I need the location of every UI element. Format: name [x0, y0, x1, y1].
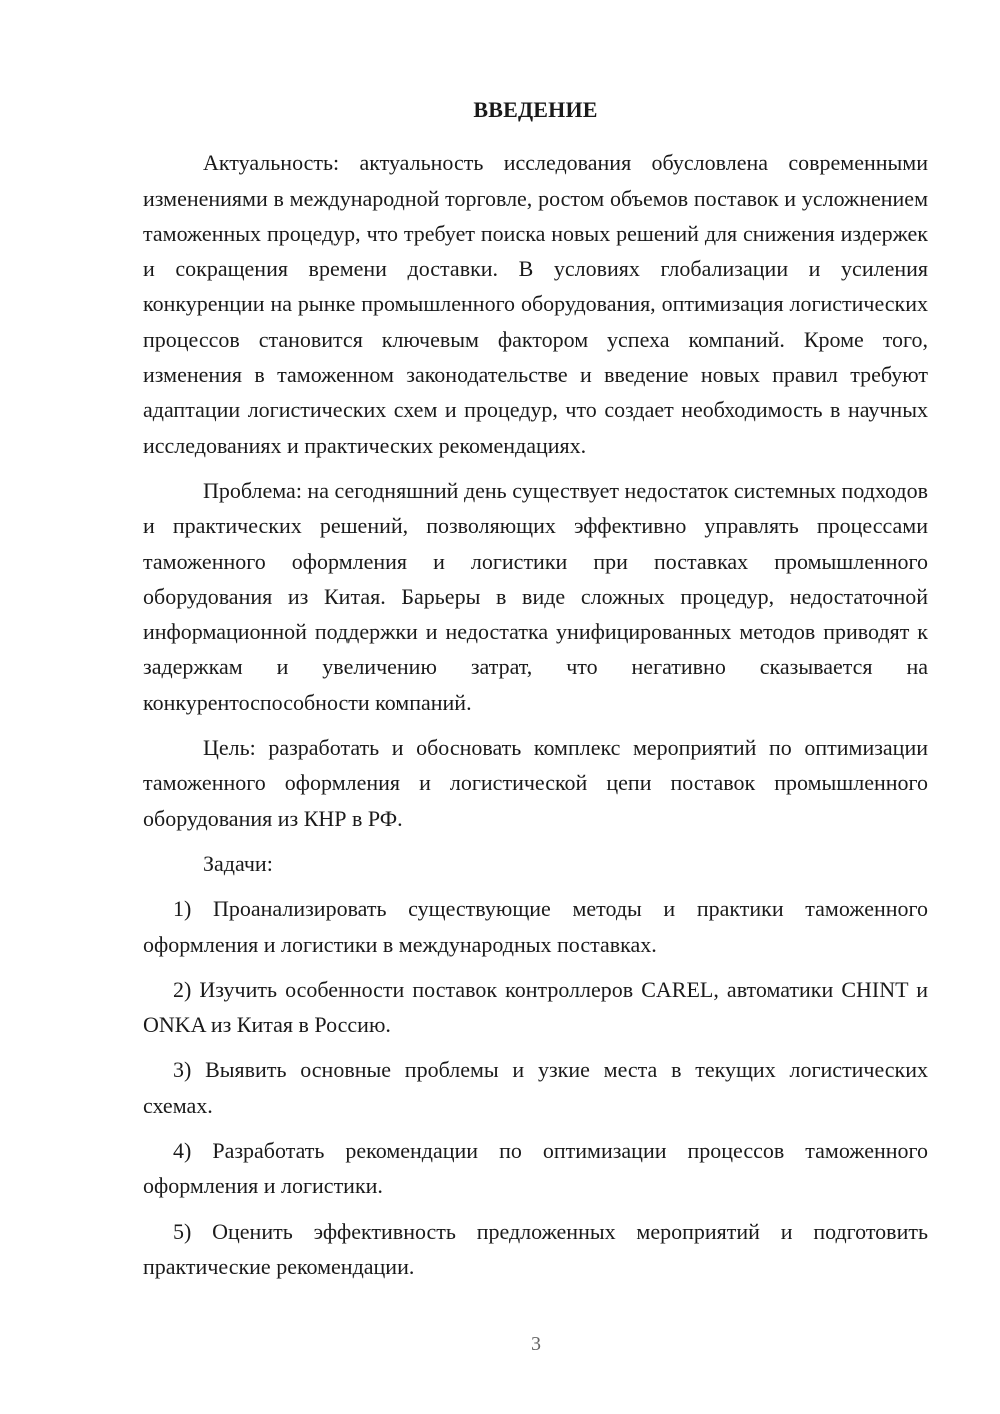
goal-paragraph: Цель: разработать и обосновать комплекс мероприятий по оптимизации таможенного оформления и логистической цепи поставок промышленного оборудования из КНР в РФ.: [143, 735, 928, 831]
tasks-label: Задачи:: [203, 850, 273, 876]
task-item: 4) Разработать рекомендации по оптимизации процессов таможенного оформления и логистики.: [143, 1138, 928, 1199]
document-page: [143, 92, 928, 1294]
task-item: 2) Изучить особенности поставок контроллеров CAREL, автоматики CHINT и ONKA из Китая в Россию.: [143, 976, 928, 1038]
task-item: 5) Оценить эффективность предложенных мероприятий и подготовить практические рекомендации.: [143, 1218, 928, 1279]
tasks-list: [143, 891, 928, 1284]
problem-paragraph: Проблема: на сегодняшний день существует недостаток системных подходов и практических решений, позволяющих эффективно управлять процессами таможенного оформления и логистики при поставках промышленного оборудования из Китая. Барьеры в виде сложных процедур, недостаточной информационной поддержки и недостатка унифицированных методов приводят к задержкам и увеличению затрат, что негативно сказывается на конкурентоспособности компаний.: [143, 477, 928, 715]
task-item: 3) Выявить основные проблемы и узкие места в текущих логистических схемах.: [143, 1057, 928, 1118]
task-item: 1) Проанализировать существующие методы и практики таможенного оформления и логистики в международных поставках.: [143, 896, 928, 957]
page-number: 3: [531, 1333, 541, 1355]
section-heading: ВВЕДЕНИЕ: [473, 97, 598, 122]
relevance-paragraph: Актуальность: актуальность исследования обусловлена современными изменениями в международной торговле, ростом объемов поставок и усложнением таможенных процедур, что требует поиска новых решений для снижения издержек и сокращения времени доставки. В условиях глобализации и усиления конкуренции на рынке промышленного оборудования, оптимизация логистических процессов становится ключевым фактором успеха компаний. Кроме того, изменения в таможенном законодательстве и введение новых правил требуют адаптации логистических схем и процедур, что создает необходимость в научных исследованиях и практических рекомендациях.: [143, 150, 928, 458]
